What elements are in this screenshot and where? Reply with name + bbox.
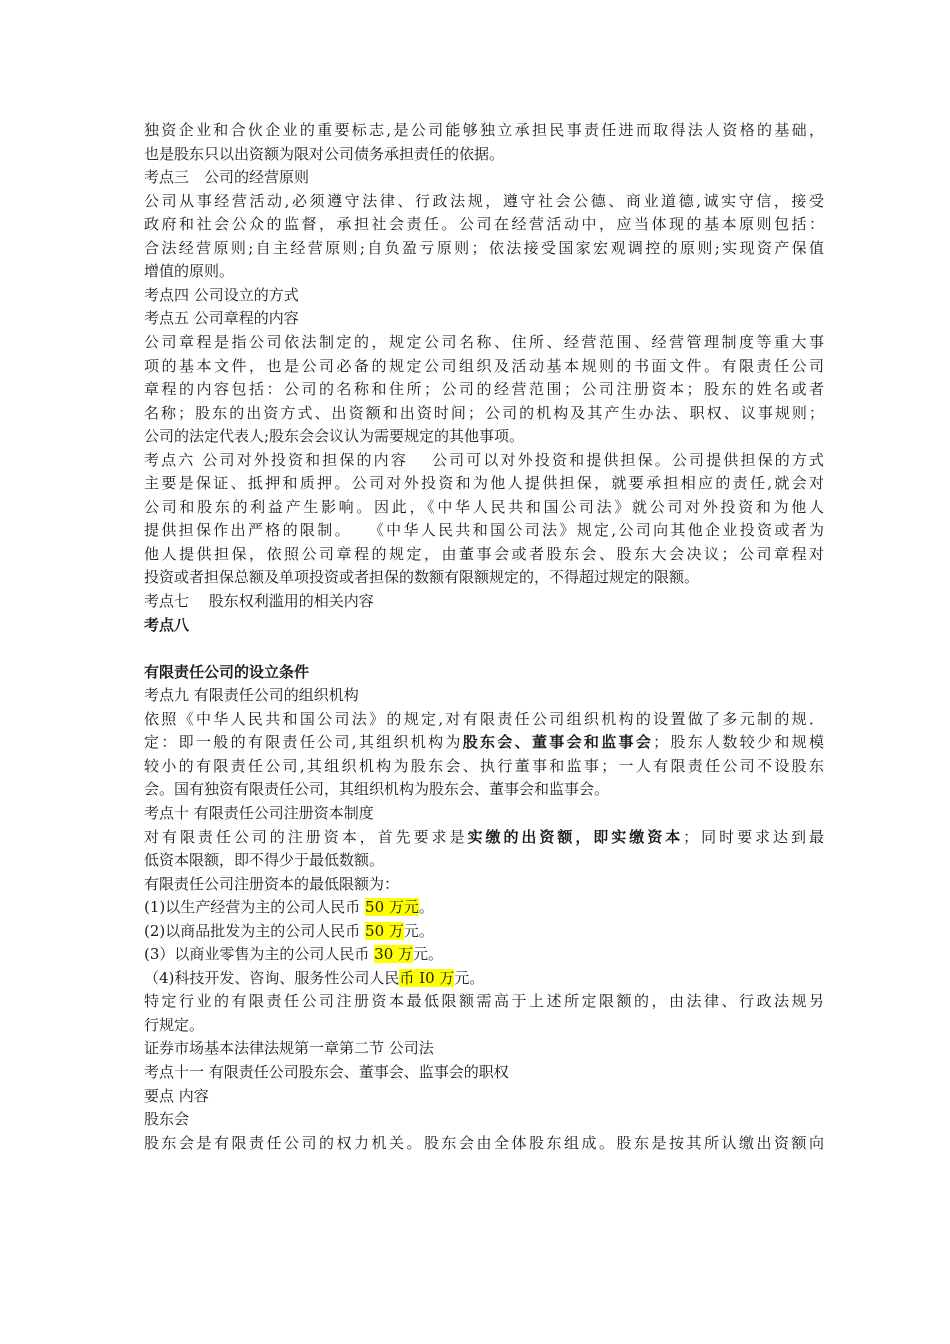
text-line: 行规定。 xyxy=(144,1015,205,1034)
text-line xyxy=(144,921,824,941)
text-run: ；股东人数较少和规模 xyxy=(653,733,824,752)
text-run: (3）以商业零售为主的公司人民币 xyxy=(144,945,375,964)
text-line: 提供担保作出严格的限制。 《中华人民共和国公司法》规定,公司向其他企业投资或者为 xyxy=(144,521,824,540)
text-line: 股东会 xyxy=(144,1110,190,1129)
highlighted-text: 30 万 xyxy=(374,945,414,964)
text-line: 有限责任公司注册资本的最低限额为： xyxy=(144,874,400,893)
text-line: 特定行业的有限责任公司注册资本最低限额需高于上述所定限额的，由法律、行政法规另 xyxy=(144,992,824,1011)
text-line: 考点六 公司对外投资和担保的内容 公司可以对外投资和提供担保。公司提供担保的方式 xyxy=(144,450,824,469)
highlighted-text: 50 万元 xyxy=(365,898,419,917)
text-line: 会。国有独资有限责任公司，其组织机构为股东会、董事会和监事会。 xyxy=(144,780,610,799)
bold-text: 实缴的出资额，即实缴资本 xyxy=(467,827,684,846)
text-line xyxy=(144,944,824,964)
text-line: 依照《中华人民共和国公司法》的规定,对有限责任公司组织机构的设置做了多元制的规． xyxy=(144,709,824,728)
text-run: 。 xyxy=(418,898,434,917)
text-line: 考点十 有限责任公司注册资本制度 xyxy=(144,803,374,822)
text-run: ；同时要求达到最 xyxy=(683,827,824,846)
text-run: 元。 xyxy=(454,968,485,987)
text-line: 有限责任公司的设立条件 xyxy=(144,662,310,681)
text-line: 考点十一 有限责任公司股东会、董事会、监事会的职权 xyxy=(144,1063,509,1081)
text-line: 考点四 公司设立的方式 xyxy=(144,285,299,304)
text-line: 他人提供担保，依照公司章程的规定，由董事会或者股东会、股东大会决议；公司章程对 xyxy=(144,544,824,563)
text-run: 对有限责任公司的注册资本，首先要求是 xyxy=(144,827,468,846)
text-run: 元。 xyxy=(403,921,434,940)
text-line xyxy=(144,732,824,752)
text-line: 项的基本文件，也是公司必备的规定公司组织及活动基本规则的书面文件。有限责任公司 xyxy=(144,356,824,375)
text-run: (1)以生产经营为主的公司人民币 xyxy=(144,898,366,917)
text-line: 章程的内容包括：公司的名称和住所；公司的经营范围；公司注册资本；股东的姓名或者 xyxy=(144,380,824,399)
text-line: 合法经营原则;自主经营原则;自负盈亏原则；依法接受国家宏观调控的原则;实现资产保值 xyxy=(144,238,824,257)
highlighted-text: 币 I0 万 xyxy=(399,968,455,987)
text-line: 低资本限额，即不得少于最低数额。 xyxy=(144,851,385,870)
text-line: 公司的法定代表人;股东会会议认为需要规定的其他事项。 xyxy=(144,427,525,446)
text-line: 也是股东只以出资额为限对公司债务承担责任的依据。 xyxy=(144,144,505,163)
text-line: 名称；股东的出资方式、出资额和出资时间；公司的机构及其产生办法、职权、议事规则； xyxy=(144,403,824,422)
text-line: 考点八 xyxy=(144,615,190,634)
text-line: 独资企业和合伙企业的重要标志,是公司能够独立承担民事责任进而取得法人资格的基础， xyxy=(144,121,824,139)
text-line: 公司章程是指公司依法制定的，规定公司名称、住所、经营范围、经营管理制度等重大事 xyxy=(144,332,824,351)
text-line xyxy=(144,968,824,988)
text-run: (2)以商品批发为主的公司人民币 xyxy=(144,921,366,940)
text-line: 要点 内容 xyxy=(144,1086,209,1105)
text-line xyxy=(144,638,824,658)
text-line: 主要是保证、抵押和质押。公司对外投资和为他人提供担保，就要承担相应的责任,就会对 xyxy=(144,474,824,493)
text-line: 政府和社会公众的监督，承担社会责任。公司在经营活动中，应当体现的基本原则包括： xyxy=(144,215,824,234)
text-line: 股东会是有限责任公司的权力机关。股东会由全体股东组成。股东是按其所认缴出资额向 xyxy=(144,1133,824,1152)
text-line: 公司从事经营活动,必须遵守法律、行政法规，遵守社会公德、商业道德,诚实守信，接受 xyxy=(144,191,824,210)
text-run: 元。 xyxy=(413,945,444,964)
text-line: 较小的有限责任公司,其组织机构为股东会、执行董事和监事；一人有限责任公司不设股东 xyxy=(144,756,824,775)
text-line: 考点三 公司的经营原则 xyxy=(144,168,310,187)
text-line xyxy=(144,827,824,847)
text-run: （4)科技开发、咨询、服务性公司人民 xyxy=(144,968,400,987)
text-line: 投资或者担保总额及单项投资或者担保的数额有限额规定的，不得超过规定的限额。 xyxy=(144,568,700,587)
text-line xyxy=(144,897,824,917)
text-run: 定：即一般的有限责任公司,其组织机构为 xyxy=(144,733,463,752)
text-line: 证券市场基本法律法规第一章第二节 公司法 xyxy=(144,1039,434,1058)
text-line: 考点七 股东权利滥用的相关内容 xyxy=(144,592,374,610)
text-line: 增值的原则。 xyxy=(144,262,235,281)
text-line: 考点五 公司章程的内容 xyxy=(144,309,299,328)
bold-text: 股东会、董事会和监事会 xyxy=(462,733,654,752)
text-line: 公司和股东的利益产生影响。因此，《中华人民共和国公司法》就公司对外投资和为他人 xyxy=(144,497,824,516)
text-line: 考点九 有限责任公司的组织机构 xyxy=(144,686,359,705)
highlighted-text: 50 万 xyxy=(365,921,404,940)
